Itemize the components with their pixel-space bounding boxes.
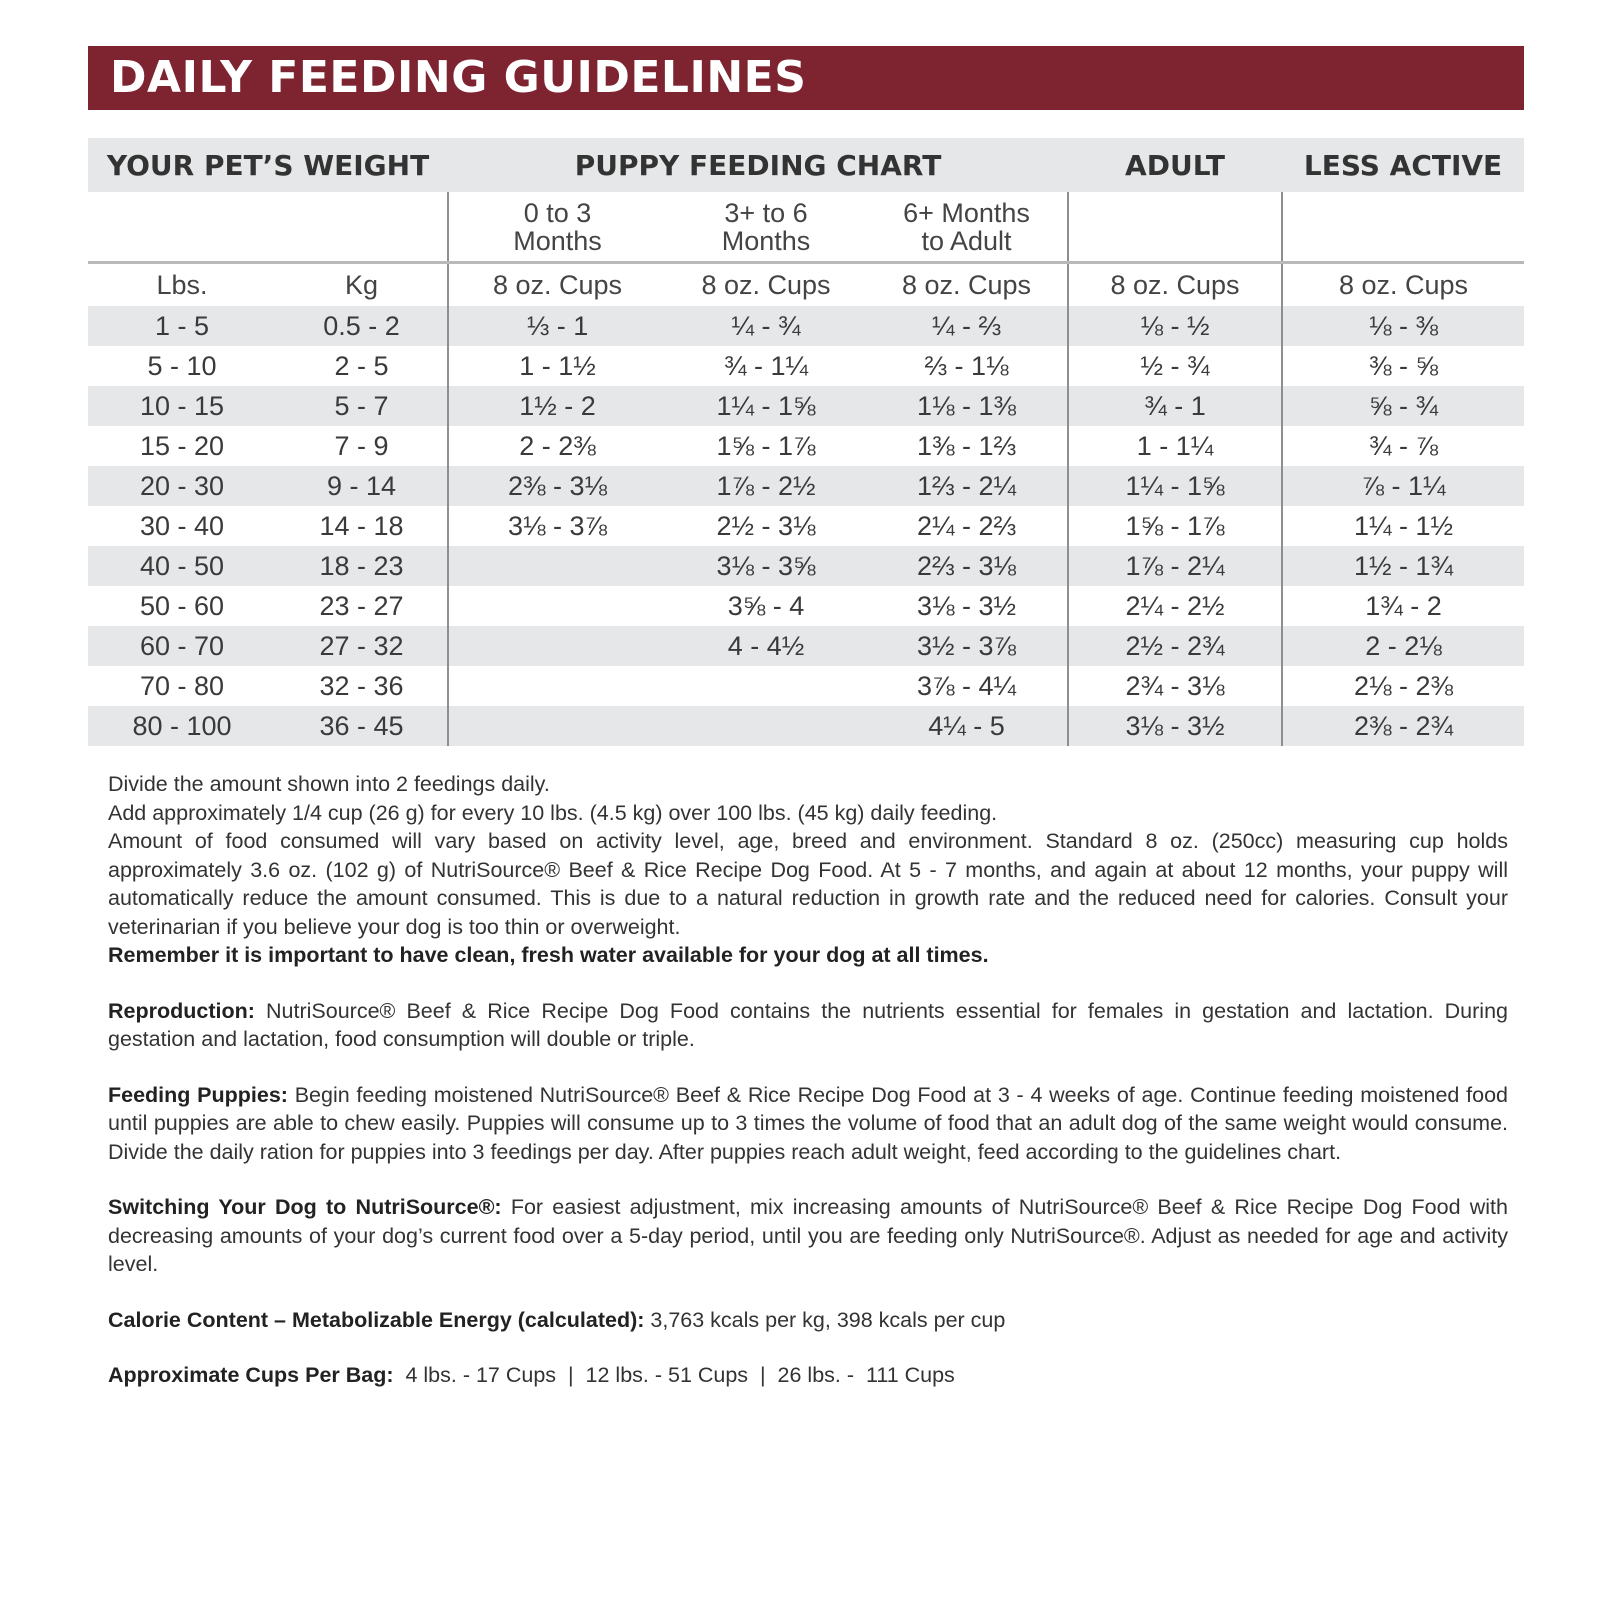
- puppy-6-adult-cell: 3⅞ - 4¼: [916, 670, 1017, 701]
- weight-lbs-cell: 20 - 30: [88, 466, 276, 506]
- puppy-0-3-cell: 1 - 1½: [448, 346, 666, 386]
- switching-label: Switching Your Dog to NutriSource®:: [108, 1195, 502, 1219]
- puppy-6-adult-cell: 1⅛ - 1⅜: [866, 386, 1068, 426]
- weight-lbs-cell: 40 - 50: [88, 546, 276, 586]
- less-active-cell: 2 - 2⅛: [1282, 626, 1524, 666]
- calorie-label: Calorie Content – Metabolizable Energy (calculated):: [108, 1307, 645, 1332]
- puppy-6-adult-cell: ⅔ - 1⅛: [924, 350, 1009, 381]
- table-row: [88, 626, 1524, 666]
- less-active-blank-cell: [1282, 192, 1524, 263]
- puppy-3-6-cell: 1¼ - 1⅝: [666, 386, 866, 426]
- less-active-cell: ⅜ - ⅝: [1282, 346, 1524, 386]
- weight-lbs-cell: 1 - 5: [88, 306, 276, 346]
- adult-blank-cell: [1068, 192, 1282, 263]
- table-row: [88, 546, 1524, 586]
- puppy-0-3-cell: [448, 626, 666, 666]
- note-divide: Divide the amount shown into 2 feedings daily.: [108, 772, 550, 796]
- weight-kg-cell: 32 - 36: [319, 670, 404, 701]
- puppy-3-6-cell: ¼ - ¾: [666, 306, 866, 346]
- puppy-0-3-cell: 3⅛ - 3⅞: [448, 506, 666, 546]
- puppy-6-adult-cell: 1⅔ - 2¼: [866, 466, 1068, 506]
- cups-unit: 8 oz. Cups: [448, 263, 666, 307]
- puppy-6-adult-cell: 4¼ - 5: [866, 706, 1068, 746]
- weight-kg-cell: 23 - 27: [319, 590, 404, 621]
- age-6-months-adult: 6+ Months to Adult: [866, 192, 1068, 263]
- switching-paragraph: Switching Your Dog to NutriSource®: For easiest adjustment, mix increasing amounts of NutriSource® Beef & Rice Recipe Dog Food with decreasing amounts of your dog’s current food over a 5-day period, until you are feeding only NutriSource®. Adjust as needed for age and activity level.: [108, 1195, 1508, 1276]
- units-row: [88, 263, 1524, 307]
- puppy-3-6-cell: 4 - 4½: [666, 626, 866, 666]
- table-row: [88, 426, 1524, 466]
- puppy-3-6-cell: 3⅝ - 4: [727, 590, 805, 621]
- puppy-3-6-cell: 1⅞ - 2½: [666, 466, 866, 506]
- feeding-table: [88, 138, 1524, 746]
- adult-cell: 2½ - 2¾: [1068, 626, 1282, 666]
- weight-lbs-cell: 5 - 10: [147, 350, 217, 381]
- puppy-3-6-cell: [666, 666, 866, 706]
- less-active-cell: 1½ - 1¾: [1282, 546, 1524, 586]
- reproduction-label: Reproduction:: [108, 998, 255, 1023]
- weight-kg-cell: 18 - 23: [276, 546, 448, 586]
- puppy-6-adult-cell: 3½ - 3⅞: [866, 626, 1068, 666]
- adult-cell: 1⅞ - 2¼: [1068, 546, 1282, 586]
- less-active-cell: 2⅛ - 2⅜: [1282, 666, 1524, 706]
- adult-cell: 2¾ - 3⅛: [1068, 666, 1282, 706]
- weight-lbs-cell: 80 - 100: [88, 706, 276, 746]
- less-active-cell: 1¾ - 2: [1282, 586, 1524, 626]
- table-row: [88, 586, 1524, 626]
- table-body: [88, 306, 1524, 746]
- cups-per-bag: Approximate Cups Per Bag: 4 lbs. - 17 Cups | 12 lbs. - 51 Cups | 26 lbs. - 111 Cups: [108, 1363, 955, 1387]
- puppy-header: PUPPY FEEDING CHART: [448, 138, 1068, 192]
- age-row: [88, 192, 1524, 263]
- weight-lbs-cell: 70 - 80: [139, 670, 225, 701]
- cups-unit: 8 oz. Cups: [1068, 263, 1282, 307]
- less-active-header: LESS ACTIVE: [1282, 138, 1524, 192]
- table-row: [88, 506, 1524, 546]
- puppy-3-6-cell: ¾ - 1¼: [723, 350, 809, 381]
- table-row: [88, 706, 1524, 746]
- puppy-0-3-cell: 2⅜ - 3⅛: [448, 466, 666, 506]
- weight-kg-cell: 27 - 32: [276, 626, 448, 666]
- age-3-6-months: 3+ to 6 Months: [666, 192, 866, 263]
- weight-lbs-cell: 30 - 40: [139, 510, 225, 541]
- puppy-0-3-cell: [448, 546, 666, 586]
- adult-cell: ½ - ¾: [1068, 346, 1282, 386]
- weight-lbs-cell: 50 - 60: [139, 590, 225, 621]
- puppy-6-adult-cell: ¼ - ⅔: [866, 306, 1068, 346]
- puppy-3-6-cell: 3⅛ - 3⅝: [666, 546, 866, 586]
- less-active-cell: 1¼ - 1½: [1282, 506, 1524, 546]
- table-row: [88, 666, 1524, 706]
- note-water: Remember it is important to have clean, fresh water available for your dog at all times.: [108, 943, 989, 967]
- reproduction-paragraph: Reproduction: NutriSource® Beef & Rice Recipe Dog Food contains the nutrients essential for females in gestation and lactation. During gestation and lactation, food consumption will double or triple.: [108, 998, 1508, 1051]
- weight-lbs-cell: 10 - 15: [88, 386, 276, 426]
- weight-header: YOUR PET’S WEIGHT: [88, 138, 448, 192]
- header-row: [88, 138, 1524, 192]
- page-title: DAILY FEEDING GUIDELINES: [110, 52, 807, 103]
- note-amount: Amount of food consumed will vary based on activity level, age, breed and environment. Standard 8 oz. (250cc) measuring cup holds approximately 3.6 oz. (102 g) of NutriSource® Beef & Rice Recipe Dog Food. At 5 - 7 months, and again at about 12 months, your puppy will automatically reduce the amount consumed. This is due to a natural reduction in growth rate and the reduced need for calories. Consult your veterinarian if you believe your dog is too thin or overweight.: [108, 829, 1508, 939]
- weight-kg-cell: 2 - 5: [334, 350, 389, 381]
- title-banner: [88, 46, 1524, 110]
- weight-kg-cell: 0.5 - 2: [276, 306, 448, 346]
- note-add-cup: Add approximately 1/4 cup (26 g) for every 10 lbs. (4.5 kg) over 100 lbs. (45 kg) daily feeding.: [108, 800, 998, 825]
- weight-kg-cell: 9 - 14: [276, 466, 448, 506]
- lbs-unit: Lbs.: [156, 269, 208, 300]
- adult-cell: 1⅝ - 1⅞: [1068, 506, 1282, 546]
- puppy-0-3-cell: [448, 706, 666, 746]
- adult-cell: 3⅛ - 3½: [1068, 706, 1282, 746]
- cups-per-bag-label: Approximate Cups Per Bag:: [108, 1363, 394, 1387]
- less-active-cell: ⅛ - ⅜: [1282, 306, 1524, 346]
- puppy-6-adult-cell: 2¼ - 2⅔: [916, 510, 1017, 541]
- weight-kg-cell: 36 - 45: [276, 706, 448, 746]
- table-row: [88, 386, 1524, 426]
- cups-unit: 8 oz. Cups: [1282, 263, 1524, 307]
- puppy-0-3-cell: 1½ - 2: [448, 386, 666, 426]
- age-0-3-months: 0 to 3 Months: [448, 192, 666, 263]
- puppy-6-adult-cell: 1⅜ - 1⅔: [916, 430, 1017, 461]
- puppy-0-3-cell: [448, 586, 666, 626]
- age-blank-cell: [88, 192, 448, 263]
- puppy-3-6-cell: 2½ - 3⅛: [716, 510, 816, 541]
- less-active-cell: ¾ - ⅞: [1282, 426, 1524, 466]
- calorie-content: Calorie Content – Metabolizable Energy (calculated): 3,763 kcals per kg, 398 kcals per cup: [108, 1307, 1006, 1332]
- puppy-6-adult-cell: 2⅔ - 3⅛: [866, 546, 1068, 586]
- adult-cell: 1 - 1¼: [1068, 426, 1282, 466]
- puppy-0-3-cell: [448, 666, 666, 706]
- puppy-0-3-cell: ⅓ - 1: [448, 306, 666, 346]
- feeding-notes: [108, 770, 1508, 1390]
- puppy-3-6-cell: [666, 706, 866, 746]
- feeding-puppies-paragraph: Feeding Puppies: Begin feeding moistened NutriSource® Beef & Rice Recipe Dog Food at 3 - 4 weeks of age. Continue feeding moistened food until puppies are able to chew easily. Puppies will consume up to 3 times the volume of food that an adult dog of the same weight would consume. Divide the daily ration for puppies into 3 feedings per day. After puppies reach adult weight, feed according to the guidelines chart.: [108, 1082, 1508, 1164]
- adult-header: ADULT: [1068, 138, 1282, 192]
- weight-kg-cell: 7 - 9: [334, 430, 389, 461]
- table-row: [88, 466, 1524, 506]
- cups-unit: 8 oz. Cups: [701, 269, 831, 300]
- weight-lbs-cell: 15 - 20: [139, 430, 225, 461]
- less-active-cell: 2⅜ - 2¾: [1282, 706, 1524, 746]
- weight-kg-cell: 14 - 18: [319, 510, 404, 541]
- feeding-puppies-label: Feeding Puppies:: [108, 1082, 288, 1107]
- less-active-cell: ⅝ - ¾: [1282, 386, 1524, 426]
- less-active-cell: ⅞ - 1¼: [1282, 466, 1524, 506]
- kg-unit: Kg: [344, 269, 379, 300]
- puppy-3-6-cell: 1⅝ - 1⅞: [716, 430, 816, 461]
- adult-cell: ¾ - 1: [1068, 386, 1282, 426]
- table-row: [88, 306, 1524, 346]
- adult-cell: 2¼ - 2½: [1068, 586, 1282, 626]
- weight-lbs-cell: 60 - 70: [88, 626, 276, 666]
- puppy-0-3-cell: 2 - 2⅜: [448, 426, 666, 466]
- puppy-6-adult-cell: 3⅛ - 3½: [916, 590, 1017, 621]
- adult-cell: ⅛ - ½: [1068, 306, 1282, 346]
- table-row: [88, 346, 1524, 386]
- cups-unit: 8 oz. Cups: [901, 269, 1032, 300]
- weight-kg-cell: 5 - 7: [276, 386, 448, 426]
- adult-cell: 1¼ - 1⅝: [1068, 466, 1282, 506]
